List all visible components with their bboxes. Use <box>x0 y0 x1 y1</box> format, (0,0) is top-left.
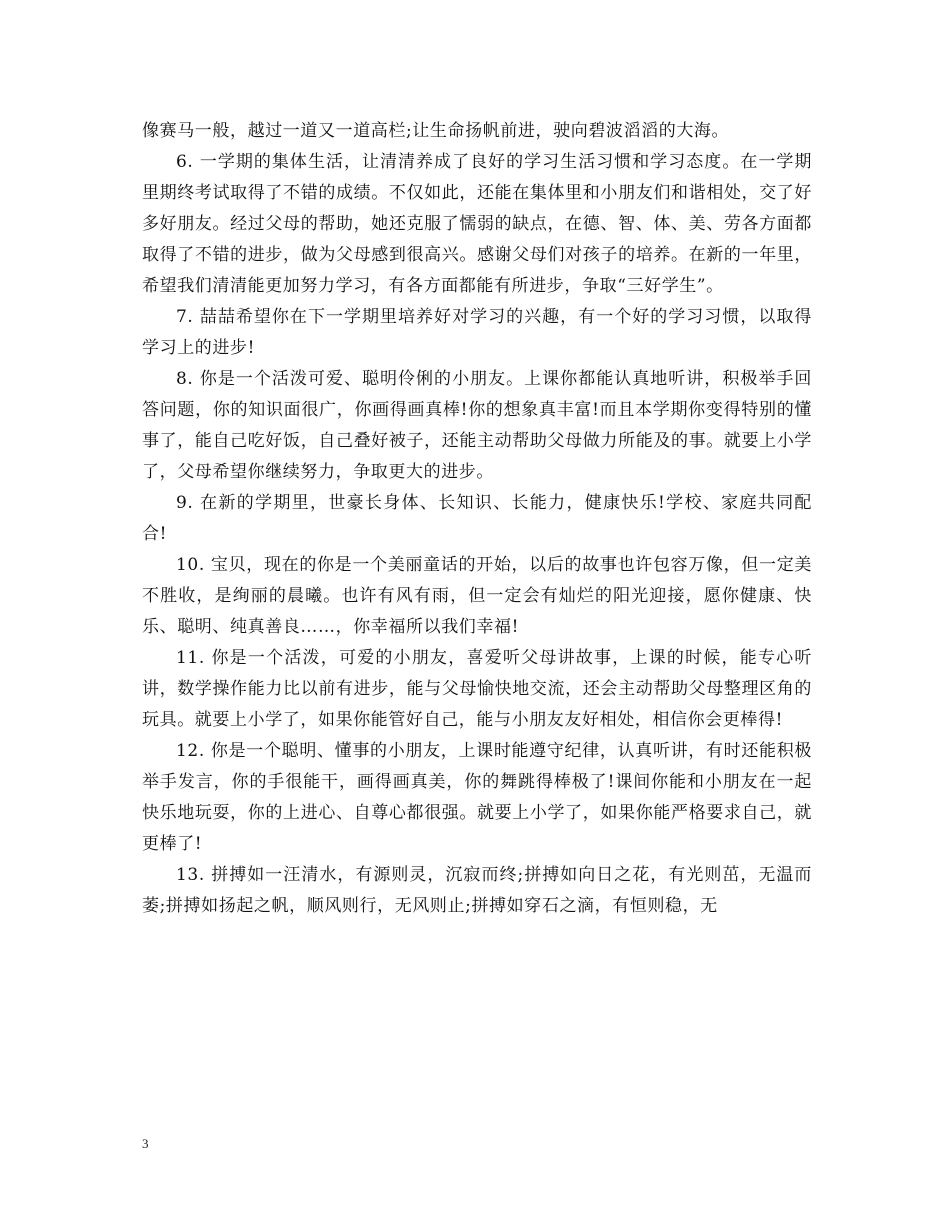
paragraph-item-10: 10. 宝贝，现在的你是一个美丽童话的开始，以后的故事也许包容万像，但一定美不胜收，是绚丽的晨曦。也许有风有雨，但一定会有灿烂的阳光迎接，愿你健康、快乐、聪明、纯真善良……，你幸福所以我们幸福! <box>142 555 812 637</box>
paragraph-item-13: 13. 拼搏如一汪清水，有源则灵，沉寂而终;拼搏如向日之花，有光则茁，无温而萎;拼搏如扬起之帆，顺风则行，无风则止;拼搏如穿石之滴，有恒则稳，无 <box>142 865 812 916</box>
paragraph-item-12: 12. 你是一个聪明、懂事的小朋友，上课时能遵守纪律，认真听讲，有时还能积极举手发言，你的手很能干，画得画真美，你的舞跳得棒极了!课间你能和小朋友在一起快乐地玩耍，你的上进心、自尊心都很强。就要上小学了，如果你能严格要求自己，就更棒了! <box>142 741 812 854</box>
paragraph-item-6: 6. 一学期的集体生活，让清清养成了良好的学习生活习惯和学习态度。在一学期里期终考试取得了不错的成绩。不仅如此，还能在集体里和小朋友们和谐相处，交了好多好朋友。经过父母的帮助，她还克服了懦弱的缺点，在德、智、体、美、劳各方面都取得了不错的进步，做为父母感到很高兴。感谢父母们对孩子的培养。在新的一年里，希望我们清清能更加努力学习，有各方面都能有所进步，争取“三好学生”。 <box>142 152 812 296</box>
document-body <box>142 116 812 922</box>
paragraph-item-8: 8. 你是一个活泼可爱、聪明伶俐的小朋友。上课你都能认真地听讲，积极举手回答问题，你的知识面很广，你画得画真棒!你的想象真丰富!而且本学期你变得特别的懂事了，能自己吃好饭，自己叠好被子，还能主动帮助父母做力所能及的事。就要上小学了，父母希望你继续努力，争取更大的进步。 <box>142 369 812 482</box>
page-number: 3 <box>142 1136 149 1151</box>
paragraph-item-9: 9. 在新的学期里，世豪长身体、长知识、长能力，健康快乐!学校、家庭共同配合! <box>142 493 812 544</box>
paragraph-continuation: 像赛马一般，越过一道又一道高栏;让生命扬帆前进，驶向碧波滔滔的大海。 <box>142 121 730 141</box>
paragraph-item-11: 11. 你是一个活泼，可爱的小朋友，喜爱听父母讲故事，上课的时候，能专心听讲，数学操作能力比以前有进步，能与父母愉快地交流，还会主动帮助父母整理区角的玩具。就要上小学了，如果你能管好自己，能与小朋友友好相处，相信你会更棒得! <box>142 648 812 730</box>
paragraph-item-7: 7. 喆喆希望你在下一学期里培养好对学习的兴趣，有一个好的学习习惯，以取得学习上的进步! <box>142 307 812 358</box>
